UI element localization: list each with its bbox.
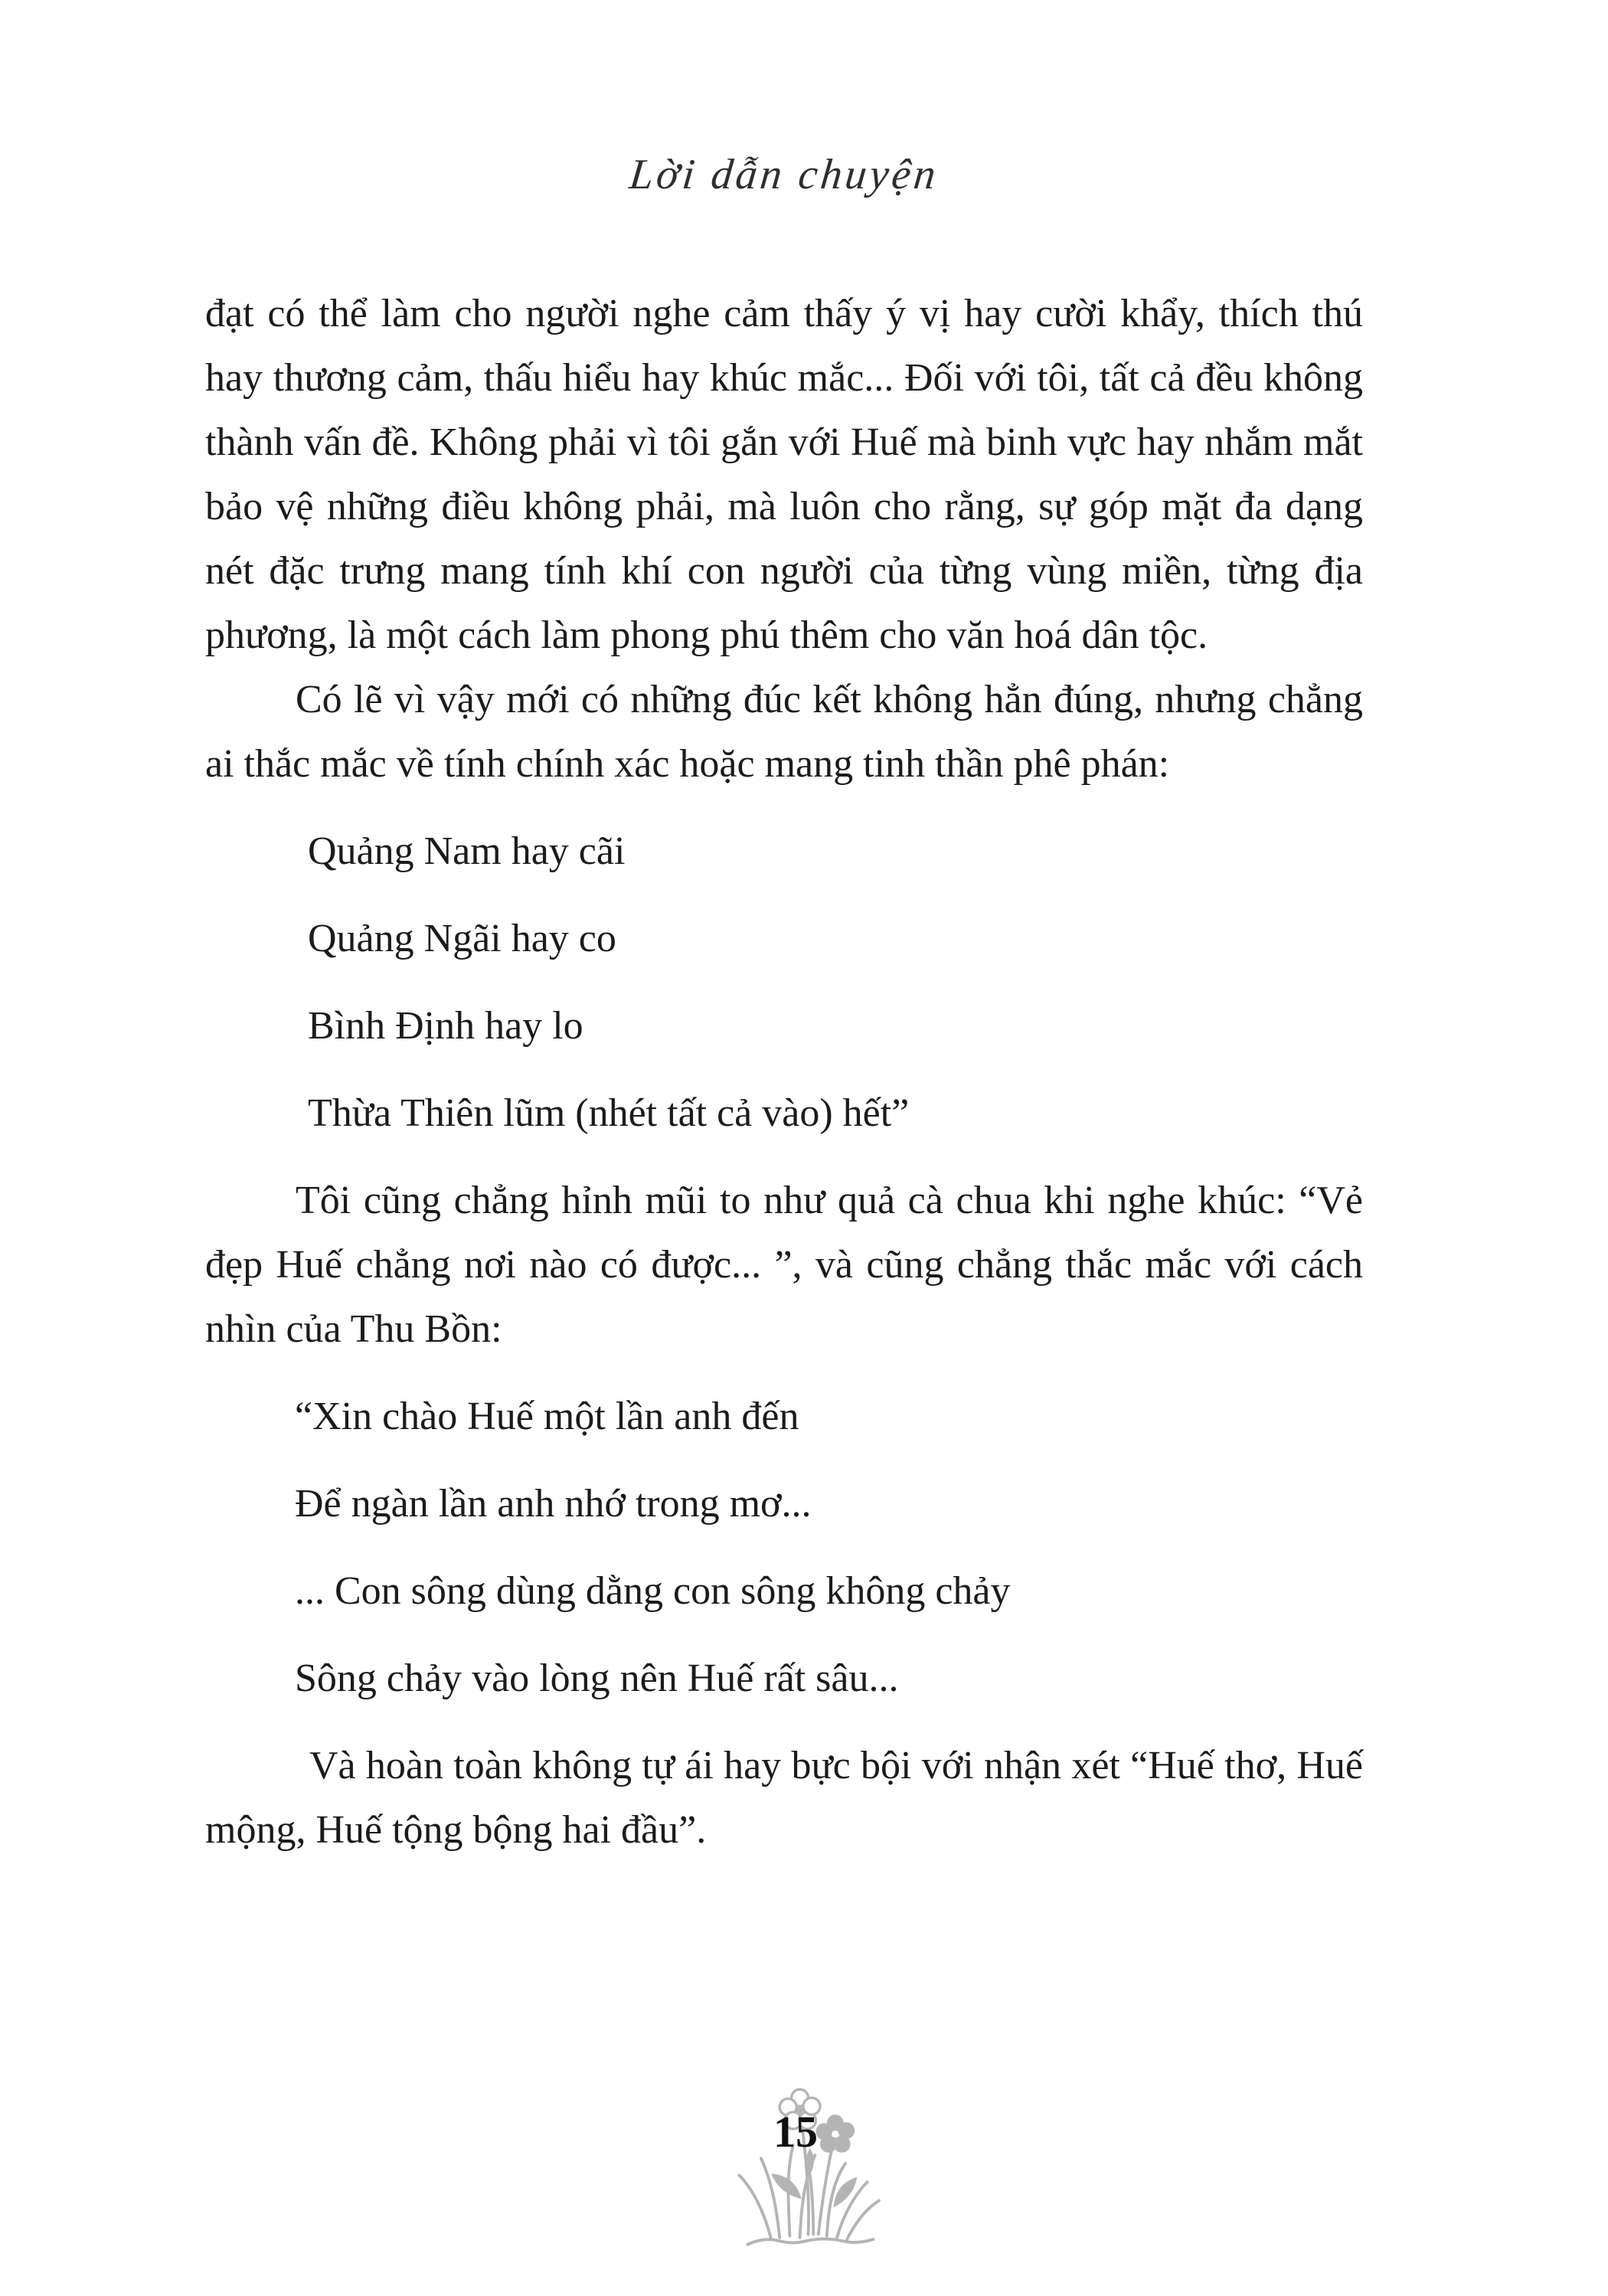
closing-paragraph: Và hoàn toàn không tự ái hay bực bội với nhận xét “Huế thơ, Huế mộng, Huế tộng bộng hai đầu”. [205, 1744, 1363, 1852]
poem-line: Sông chảy vào lòng nên Huế rất sâu... [295, 1657, 899, 1700]
poem-line: ... Con sông dùng dằng con sông không chảy [295, 1569, 1011, 1613]
verse-line: Quảng Ngãi hay co [308, 917, 616, 960]
verse-line: Bình Định hay lo [308, 1004, 583, 1048]
running-header-title: Lời dẫn chuyện [627, 151, 941, 198]
flower-grass-icon [727, 2071, 896, 2256]
opening-paragraph: đạt có thể làm cho người nghe cảm thấy ý vị hay cười khẩy, thích thú hay thương cảm, thấu hiểu hay khúc mắc... Đối với tôi, tất cả đều không thành vấn đề. Không phải vì tôi gắn với Huế mà binh vực hay nhắm mắt bảo vệ những điều không phải, mà luôn cho rằng, sự góp mặt đa dạng nét đặc trưng mang tính khí con người của từng vùng miền, từng địa phương, là một cách làm phong phú thêm cho văn hoá dân tộc. [205, 292, 1363, 657]
page-body [205, 282, 1363, 1863]
folk-verse-block [205, 819, 1363, 1146]
intro-paragraph: Có lẽ vì vậy mới có những đúc kết không hẳn đúng, nhưng chẳng ai thắc mắc về tính chính xác hoặc mang tinh thần phê phán: [205, 678, 1363, 786]
verse-line: Thừa Thiên lũm (nhét tất cả vào) hết” [308, 1091, 910, 1135]
poem-line: “Xin chào Huế một lần anh đến [295, 1395, 799, 1438]
middle-paragraph: Tôi cũng chẳng hỉnh mũi to như quả cà chua khi nghe khúc: “Vẻ đẹp Huế chẳng nơi nào có được... ”, và cũng chẳng thắc mắc với cách nhìn của Thu Bồn: [205, 1179, 1363, 1351]
page-footer [205, 2066, 1363, 2265]
poem-quote-block [205, 1385, 1363, 1711]
poem-line: Để ngàn lần anh nhớ trong mơ... [295, 1482, 812, 1526]
page-number: 15 [773, 2107, 818, 2157]
verse-line: Quảng Nam hay cãi [308, 829, 626, 873]
